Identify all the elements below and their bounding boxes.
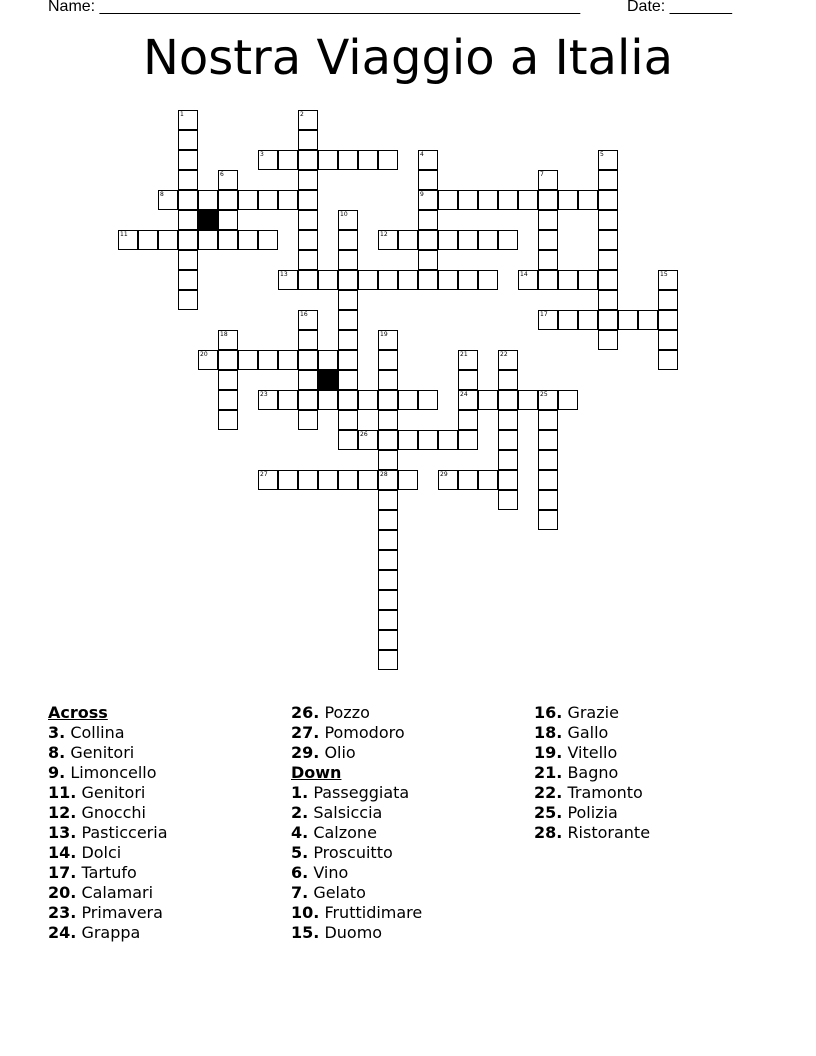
- grid-cell[interactable]: [178, 210, 198, 230]
- clue-across-12: 12. Gnocchi: [48, 803, 146, 822]
- grid-cell[interactable]: [218, 390, 238, 410]
- grid-cell[interactable]: [478, 390, 498, 410]
- grid-cell[interactable]: [178, 230, 198, 250]
- grid-cell[interactable]: [378, 150, 398, 170]
- grid-cell[interactable]: [338, 410, 358, 430]
- grid-cell[interactable]: [338, 150, 358, 170]
- grid-cell[interactable]: [658, 330, 678, 350]
- grid-cell[interactable]: [418, 270, 438, 290]
- grid-cell[interactable]: [398, 430, 418, 450]
- grid-cell[interactable]: [538, 230, 558, 250]
- black-cell: [318, 370, 338, 390]
- grid-cell[interactable]: [218, 210, 238, 230]
- clue-number: 15: [660, 271, 668, 278]
- grid-cell[interactable]: [498, 190, 518, 210]
- grid-cell[interactable]: [298, 270, 318, 290]
- clue-down-25: 25. Polizia: [534, 803, 618, 822]
- grid-cell[interactable]: [178, 250, 198, 270]
- down-heading: Down: [291, 763, 342, 782]
- grid-cell[interactable]: [498, 370, 518, 390]
- grid-cell[interactable]: [158, 190, 178, 210]
- clue-down-4: 4. Calzone: [291, 823, 377, 842]
- grid-cell[interactable]: [478, 190, 498, 210]
- grid-cell[interactable]: [258, 230, 278, 250]
- clue-across-11: 11. Genitori: [48, 783, 146, 802]
- clue-across-29: 29. Olio: [291, 743, 356, 762]
- clue-down-22: 22. Tramonto: [534, 783, 643, 802]
- clue-number: 26: [360, 431, 368, 438]
- grid-cell[interactable]: [498, 390, 518, 410]
- clue-across-3: 3. Collina: [48, 723, 125, 742]
- grid-cell[interactable]: [118, 230, 138, 250]
- clue-down-5: 5. Proscuitto: [291, 843, 393, 862]
- grid-cell[interactable]: [538, 210, 558, 230]
- grid-cell[interactable]: [498, 470, 518, 490]
- clue-number: 20: [200, 351, 208, 358]
- grid-cell[interactable]: [418, 210, 438, 230]
- clue-number: 24: [460, 391, 468, 398]
- grid-cell[interactable]: [418, 430, 438, 450]
- grid-cell[interactable]: [498, 410, 518, 430]
- grid-cell[interactable]: [378, 590, 398, 610]
- grid-cell[interactable]: [438, 270, 458, 290]
- clue-number: 9: [420, 191, 424, 198]
- clue-number: 28: [380, 471, 388, 478]
- grid-cell[interactable]: [498, 350, 518, 370]
- grid-cell[interactable]: [398, 470, 418, 490]
- grid-cell[interactable]: [538, 430, 558, 450]
- grid-cell[interactable]: [278, 350, 298, 370]
- clue-across-27: 27. Pomodoro: [291, 723, 405, 742]
- grid-cell[interactable]: [418, 390, 438, 410]
- grid-cell[interactable]: [598, 150, 618, 170]
- grid-cell[interactable]: [298, 310, 318, 330]
- grid-cell[interactable]: [358, 430, 378, 450]
- grid-cell[interactable]: [298, 170, 318, 190]
- grid-cell[interactable]: [618, 310, 638, 330]
- grid-cell[interactable]: [458, 370, 478, 390]
- grid-cell[interactable]: [338, 330, 358, 350]
- grid-cell[interactable]: [518, 390, 538, 410]
- grid-cell[interactable]: [338, 250, 358, 270]
- grid-cell[interactable]: [298, 470, 318, 490]
- grid-cell[interactable]: [538, 270, 558, 290]
- grid-cell[interactable]: [458, 350, 478, 370]
- grid-cell[interactable]: [378, 370, 398, 390]
- grid-cell[interactable]: [298, 210, 318, 230]
- clue-number: 13: [280, 271, 288, 278]
- grid-cell[interactable]: [278, 270, 298, 290]
- clue-number: 21: [460, 351, 468, 358]
- clue-down-28: 28. Ristorante: [534, 823, 651, 842]
- grid-cell[interactable]: [658, 310, 678, 330]
- name-line: Name: ______________________________________________________: [48, 0, 581, 15]
- grid-cell[interactable]: [218, 230, 238, 250]
- clue-number: 25: [540, 391, 548, 398]
- grid-cell[interactable]: [598, 170, 618, 190]
- clue-number: 7: [540, 171, 544, 178]
- grid-cell[interactable]: [378, 450, 398, 470]
- grid-cell[interactable]: [598, 270, 618, 290]
- clue-across-26: 26. Pozzo: [291, 703, 370, 722]
- clue-across-9: 9. Limoncello: [48, 763, 157, 782]
- clue-down-21: 21. Bagno: [534, 763, 619, 782]
- grid-cell[interactable]: [278, 190, 298, 210]
- grid-cell[interactable]: [178, 170, 198, 190]
- clue-number: 6: [220, 171, 224, 178]
- grid-cell[interactable]: [378, 570, 398, 590]
- grid-cell[interactable]: [278, 470, 298, 490]
- grid-cell[interactable]: [198, 190, 218, 210]
- grid-cell[interactable]: [658, 270, 678, 290]
- grid-cell[interactable]: [438, 430, 458, 450]
- grid-cell[interactable]: [258, 350, 278, 370]
- clue-down-16: 16. Grazie: [534, 703, 619, 722]
- clue-number: 3: [260, 151, 264, 158]
- clue-number: 2: [300, 111, 304, 118]
- clue-number: 17: [540, 311, 548, 318]
- grid-cell[interactable]: [318, 390, 338, 410]
- grid-cell[interactable]: [558, 390, 578, 410]
- grid-cell[interactable]: [378, 410, 398, 430]
- grid-cell[interactable]: [418, 230, 438, 250]
- grid-cell[interactable]: [498, 490, 518, 510]
- grid-cell[interactable]: [598, 290, 618, 310]
- grid-cell[interactable]: [378, 650, 398, 670]
- grid-cell[interactable]: [338, 390, 358, 410]
- clue-across-23: 23. Primavera: [48, 903, 163, 922]
- clue-number: 22: [500, 351, 508, 358]
- grid-cell[interactable]: [578, 310, 598, 330]
- grid-cell[interactable]: [338, 230, 358, 250]
- grid-cell[interactable]: [598, 330, 618, 350]
- grid-cell[interactable]: [378, 510, 398, 530]
- grid-cell[interactable]: [478, 470, 498, 490]
- grid-cell[interactable]: [338, 290, 358, 310]
- grid-cell[interactable]: [218, 170, 238, 190]
- grid-cell[interactable]: [538, 450, 558, 470]
- grid-cell[interactable]: [338, 310, 358, 330]
- grid-cell[interactable]: [518, 190, 538, 210]
- clue-number: 8: [160, 191, 164, 198]
- clue-across-20: 20. Calamari: [48, 883, 154, 902]
- grid-cell[interactable]: [538, 170, 558, 190]
- grid-cell[interactable]: [378, 330, 398, 350]
- clue-number: 11: [120, 231, 128, 238]
- grid-cell[interactable]: [338, 350, 358, 370]
- grid-cell[interactable]: [338, 370, 358, 390]
- grid-cell[interactable]: [178, 270, 198, 290]
- clue-number: 12: [380, 231, 388, 238]
- grid-cell[interactable]: [458, 190, 478, 210]
- clue-column-1: [48, 703, 168, 943]
- across-heading: Across: [48, 703, 108, 722]
- grid-cell[interactable]: [218, 370, 238, 390]
- clue-column-3: [534, 703, 650, 843]
- black-cell: [198, 210, 218, 230]
- clue-across-8: 8. Genitori: [48, 743, 135, 762]
- grid-cell[interactable]: [498, 230, 518, 250]
- grid-cell[interactable]: [558, 310, 578, 330]
- grid-cell[interactable]: [598, 210, 618, 230]
- grid-cell[interactable]: [258, 470, 278, 490]
- grid-cell[interactable]: [398, 390, 418, 410]
- clue-number: 23: [260, 391, 268, 398]
- grid-cell[interactable]: [558, 270, 578, 290]
- grid-cell[interactable]: [378, 350, 398, 370]
- grid-cell[interactable]: [218, 190, 238, 210]
- grid-cell[interactable]: [498, 430, 518, 450]
- grid-cell[interactable]: [318, 350, 338, 370]
- grid-cell[interactable]: [438, 230, 458, 250]
- clue-across-17: 17. Tartufo: [48, 863, 137, 882]
- grid-cell[interactable]: [438, 190, 458, 210]
- grid-cell[interactable]: [538, 510, 558, 530]
- clue-down-6: 6. Vino: [291, 863, 349, 882]
- clue-number: 18: [220, 331, 228, 338]
- grid-cell[interactable]: [638, 310, 658, 330]
- grid-cell[interactable]: [198, 230, 218, 250]
- grid-cell[interactable]: [578, 190, 598, 210]
- grid-cell[interactable]: [418, 250, 438, 270]
- grid-cell[interactable]: [558, 190, 578, 210]
- grid-cell[interactable]: [298, 390, 318, 410]
- grid-cell[interactable]: [158, 230, 178, 250]
- grid-cell[interactable]: [238, 350, 258, 370]
- grid-cell[interactable]: [378, 390, 398, 410]
- grid-cell[interactable]: [378, 550, 398, 570]
- grid-cell[interactable]: [538, 390, 558, 410]
- grid-cell[interactable]: [178, 110, 198, 130]
- grid-cell[interactable]: [358, 270, 378, 290]
- grid-cell[interactable]: [538, 470, 558, 490]
- grid-cell[interactable]: [378, 470, 398, 490]
- clue-number: 27: [260, 471, 268, 478]
- grid-cell[interactable]: [278, 150, 298, 170]
- clue-down-2: 2. Salsiccia: [291, 803, 383, 822]
- grid-cell[interactable]: [498, 450, 518, 470]
- grid-cell[interactable]: [298, 410, 318, 430]
- clue-number: 29: [440, 471, 448, 478]
- grid-cell[interactable]: [238, 190, 258, 210]
- grid-cell[interactable]: [478, 270, 498, 290]
- grid-cell[interactable]: [418, 150, 438, 170]
- grid-cell[interactable]: [218, 410, 238, 430]
- grid-cell[interactable]: [538, 190, 558, 210]
- grid-cell[interactable]: [298, 150, 318, 170]
- grid-cell[interactable]: [478, 230, 498, 250]
- grid-cell[interactable]: [338, 430, 358, 450]
- grid-cell[interactable]: [458, 430, 478, 450]
- grid-cell[interactable]: [338, 270, 358, 290]
- clue-down-10: 10. Fruttidimare: [291, 903, 423, 922]
- grid-cell[interactable]: [298, 110, 318, 130]
- grid-cell[interactable]: [358, 150, 378, 170]
- grid-cell[interactable]: [378, 630, 398, 650]
- grid-cell[interactable]: [298, 370, 318, 390]
- grid-cell[interactable]: [418, 170, 438, 190]
- grid-cell[interactable]: [298, 130, 318, 150]
- clue-number: 16: [300, 311, 308, 318]
- grid-cell[interactable]: [378, 270, 398, 290]
- clue-number: 10: [340, 211, 348, 218]
- grid-cell[interactable]: [218, 350, 238, 370]
- grid-cell[interactable]: [298, 330, 318, 350]
- grid-cell[interactable]: [418, 190, 438, 210]
- grid-cell[interactable]: [258, 150, 278, 170]
- clue-number: 19: [380, 331, 388, 338]
- grid-cell[interactable]: [458, 470, 478, 490]
- grid-cell[interactable]: [358, 390, 378, 410]
- grid-cell[interactable]: [378, 610, 398, 630]
- clue-number: 5: [600, 151, 604, 158]
- grid-cell[interactable]: [238, 230, 258, 250]
- clue-number: 1: [180, 111, 184, 118]
- grid-cell[interactable]: [598, 250, 618, 270]
- grid-cell[interactable]: [378, 230, 398, 250]
- grid-cell[interactable]: [178, 150, 198, 170]
- grid-cell[interactable]: [658, 290, 678, 310]
- clue-number: 4: [420, 151, 424, 158]
- grid-cell[interactable]: [318, 150, 338, 170]
- grid-cell[interactable]: [318, 270, 338, 290]
- grid-cell[interactable]: [258, 390, 278, 410]
- grid-cell[interactable]: [258, 190, 278, 210]
- grid-cell[interactable]: [578, 270, 598, 290]
- grid-cell[interactable]: [538, 410, 558, 430]
- grid-cell[interactable]: [518, 270, 538, 290]
- grid-cell[interactable]: [218, 330, 238, 350]
- grid-cell[interactable]: [538, 310, 558, 330]
- clue-across-24: 24. Grappa: [48, 923, 141, 942]
- grid-cell[interactable]: [178, 290, 198, 310]
- clue-down-18: 18. Gallo: [534, 723, 609, 742]
- grid-cell[interactable]: [298, 230, 318, 250]
- grid-cell[interactable]: [458, 390, 478, 410]
- clue-down-1: 1. Passeggiata: [291, 783, 410, 802]
- clue-across-14: 14. Dolci: [48, 843, 122, 862]
- grid-cell[interactable]: [658, 350, 678, 370]
- grid-cell[interactable]: [458, 410, 478, 430]
- grid-cell[interactable]: [538, 250, 558, 270]
- grid-cell[interactable]: [298, 190, 318, 210]
- grid-cell[interactable]: [178, 130, 198, 150]
- grid-cell[interactable]: [178, 190, 198, 210]
- grid-cell[interactable]: [598, 190, 618, 210]
- grid-cell[interactable]: [198, 350, 218, 370]
- grid-cell[interactable]: [298, 250, 318, 270]
- clue-across-13: 13. Pasticceria: [48, 823, 168, 842]
- grid-cell[interactable]: [298, 350, 318, 370]
- grid-cell[interactable]: [398, 270, 418, 290]
- clue-down-15: 15. Duomo: [291, 923, 383, 942]
- clue-down-19: 19. Vitello: [534, 743, 618, 762]
- grid-cell[interactable]: [398, 230, 418, 250]
- grid-cell[interactable]: [338, 470, 358, 490]
- grid-cell[interactable]: [338, 210, 358, 230]
- grid-cell[interactable]: [458, 230, 478, 250]
- puzzle-title: Nostra Viaggio a Italia: [142, 30, 674, 86]
- grid-cell[interactable]: [378, 430, 398, 450]
- grid-cell[interactable]: [598, 230, 618, 250]
- grid-cell[interactable]: [538, 490, 558, 510]
- grid-cell[interactable]: [278, 390, 298, 410]
- clue-column-2: [291, 703, 422, 943]
- grid-cell[interactable]: [438, 470, 458, 490]
- grid-cell[interactable]: [138, 230, 158, 250]
- grid-cell[interactable]: [598, 310, 618, 330]
- grid-cell[interactable]: [458, 270, 478, 290]
- grid-cell[interactable]: [358, 470, 378, 490]
- clue-number: 14: [520, 271, 528, 278]
- grid-cell[interactable]: [378, 490, 398, 510]
- grid-cell[interactable]: [318, 470, 338, 490]
- date-line: Date: _______: [627, 0, 732, 15]
- grid-cell[interactable]: [378, 530, 398, 550]
- clue-down-7: 7. Gelato: [291, 883, 366, 902]
